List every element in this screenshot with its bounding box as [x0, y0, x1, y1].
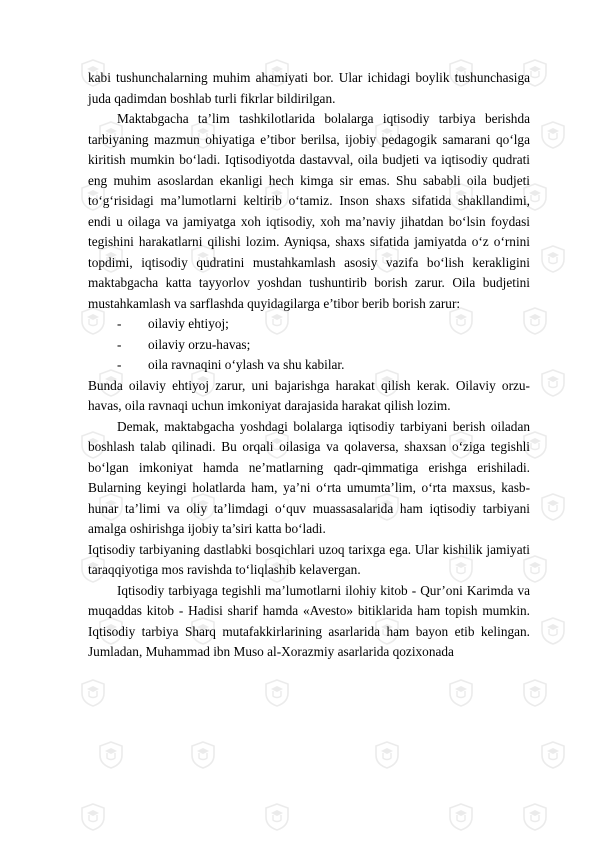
- paragraph-6: Iqtisodiy tarbiyaga tegishli ma’lumotlarni ilohiy kitob - Qur’oni Karimda va muqaddas kitob - Hadisi sharif hamda «Avesto» bitiklarida ham topish mumkin. Iqtisodiy tarbiya Sharq mutafakkirlarining asarlarida ham bayon etib kelingan. Jumladan, Muhammad ibn Muso al-Xorazmiy asarlarida qozixonada: [88, 582, 530, 659]
- list-item-text: oilaviy ehtiyoj;: [148, 316, 229, 331]
- paragraph-5: Iqtisodiy tarbiyaning dastlabki bosqichlari uzoq tarixga ega. Ular kishilik jamiyati taraqqiyotiga mos ravishda to‘liqlashib kelavergan.: [88, 541, 530, 577]
- paragraph-3: Bunda oilaviy ehtiyoj zarur, uni bajarishga harakat qilish kerak. Oilaviy orzu-havas, oila ravnaqi uchun imkoniyat darajasida harakat qilish lozim.: [88, 377, 530, 413]
- school-logo-icon: [538, 740, 568, 770]
- school-logo-icon: [538, 492, 568, 522]
- paragraph-4: Demak, maktabgacha yoshdagi bolalarga iqtisodiy tarbiyani berish oiladan boshlash talab qilinadi. Bu orqali oilasiga va qolaversa, shaxsan o‘ziga tegishli bo‘lgan imkoniyat hamda ne’matlarning qadr-qimmatiga erishga erishiladi. Bularning keyingi holatlarda ham, ya’ni o‘rta umumta’lim, o‘rta maxsus, kasb-hunar ta’limi va oliy ta’limdagi o‘quv muassasalarida ham iqtisodiy tarbiyani amalga oshirishga ijobiy ta’siri katta bo‘ladi.: [88, 418, 530, 536]
- school-logo-icon: [446, 802, 476, 832]
- list-dash: -: [117, 357, 122, 372]
- school-logo-icon: [372, 740, 402, 770]
- school-logo-icon: [188, 740, 218, 770]
- list-item-text: oila ravnaqini o‘ylash va shu kabilar.: [148, 357, 345, 372]
- school-logo-icon: [262, 678, 292, 708]
- school-logo-icon: [78, 802, 108, 832]
- dash-list: [88, 314, 530, 376]
- paragraph-1: kabi tushunchalarning muhim ahamiyati bor. Ular ichidagi boylik tushunchasiga juda qadimdan boshlab turli fikrlar bildirilgan.: [88, 70, 530, 106]
- list-dash: -: [117, 336, 122, 352]
- school-logo-icon: [78, 678, 108, 708]
- document-body: [88, 68, 530, 663]
- school-logo-icon: [96, 740, 126, 770]
- paragraph-2: Maktabgacha ta’lim tashkilotlarida bolalarga iqtisodiy tarbiya berishda tarbiyaning mazmun ohiyatiga e’tibor berilsa, ijobiy pedagogik samarani qo‘lga kiritish mumkin bo‘ladi. Iqtisodiyotda dastavval, oila budjeti va iqtisodiy qudrati eng muhim asoslardan ekanligi hech kimga sir emas. Shu sababli oila budjeti to‘g‘risidagi ma’lumotlarni keltirib o‘tamiz. Inson shaxs sifatida shakllandimi, endi u oilaga va jamiyatga xoh iqtisodiy, xoh ma’naviy jihatdan bo‘lsin foydasi tegishini harakatlarni qilishi lozim. Ayniqsa, shaxs sifatida jamiyatda o‘z o‘rnini topdimi, iqtisodiy qudratini mustahkamlash asosiy vazifa bo‘lish kerakligini maktabgacha katta tayyorlov yoshdan tushuntirib borish zarur. Oila budjetini mustahkamlash va sarflashda quyidagilarga e’tibor berib borish zarur:: [88, 111, 530, 311]
- school-logo-icon: [262, 802, 292, 832]
- list-item: [117, 335, 530, 356]
- school-logo-icon: [538, 616, 568, 646]
- list-dash: -: [117, 316, 122, 331]
- school-logo-icon: [446, 678, 476, 708]
- school-logo-icon: [538, 244, 568, 274]
- list-item: [117, 355, 530, 376]
- school-logo-icon: [520, 678, 550, 708]
- school-logo-icon: [538, 120, 568, 150]
- list-item-text: oilaviy orzu-havas;: [148, 336, 251, 352]
- list-item: [117, 314, 530, 335]
- school-logo-icon: [520, 802, 550, 832]
- school-logo-icon: [538, 368, 568, 398]
